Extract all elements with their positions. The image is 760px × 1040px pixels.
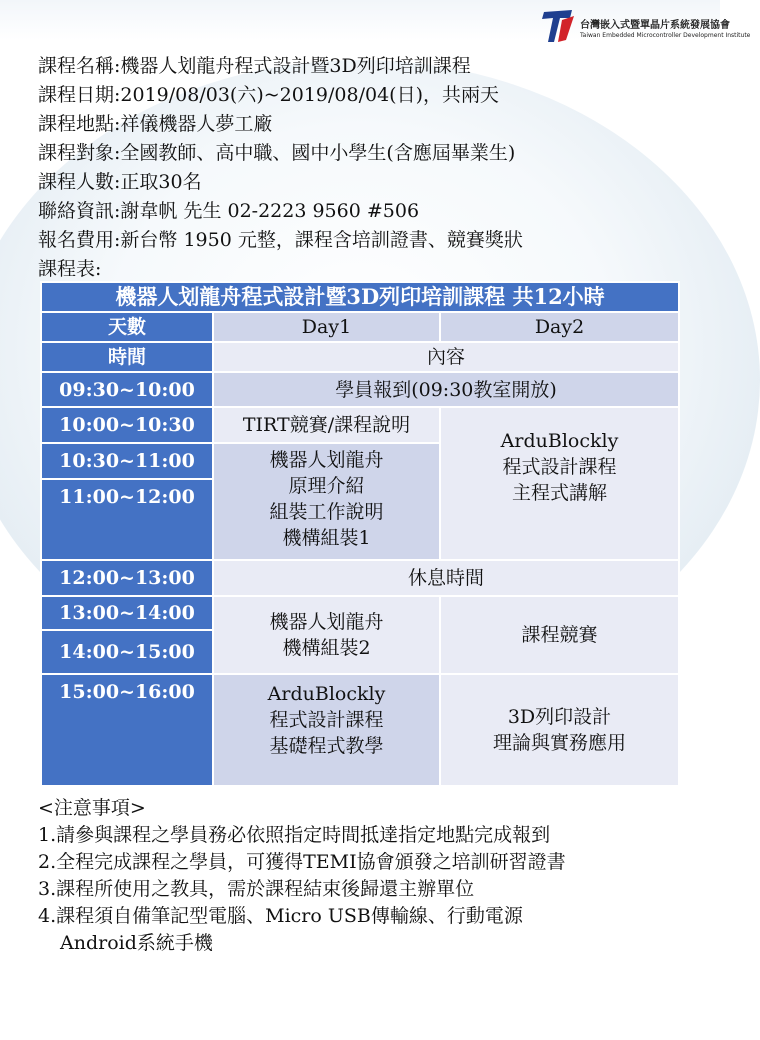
notes-section — [38, 795, 718, 957]
header-day2: Day2 — [440, 312, 679, 342]
d1-late-cell — [213, 674, 440, 786]
registration-cell: 學員報到(09:30教室開放) — [213, 372, 679, 407]
cell-line: ArduBlockly — [267, 683, 386, 705]
logo-name-cn: 台灣嵌入式暨單晶片系統發展協會 — [580, 20, 730, 31]
course-info — [38, 52, 708, 284]
course-audience: 課程對象:全國教師、高中職、國中小學生(含應屆畢業生) — [38, 142, 516, 164]
temi-logo-icon — [540, 6, 576, 46]
cell-line: 機器人划龍舟 — [269, 449, 384, 471]
note-item: 3.課程所使用之教具，需於課程結束後歸還主辦單位 — [38, 878, 475, 900]
logo-name-en: Taiwan Embedded Microcontroller Development Institute — [580, 32, 751, 39]
cell-line: 原理介紹 — [288, 475, 365, 497]
time-slot: 13:00~14:00 — [41, 596, 213, 630]
d1-morning-cell — [213, 443, 440, 560]
header-day-label: 天數 — [41, 312, 213, 342]
course-name: 課程名稱:機器人划龍舟程式設計暨3D列印培訓課程 — [38, 55, 471, 77]
cell-line: 基礎程式教學 — [269, 735, 384, 757]
cell-line: 機器人划龍舟 — [269, 611, 384, 633]
note-item: 4.課程須自備筆記型電腦、Micro USB傳輸線、行動電源 — [38, 905, 523, 927]
time-slot: 10:00~10:30 — [41, 407, 213, 443]
d2-competition-cell: 課程競賽 — [440, 596, 679, 674]
notes-heading: <注意事項> — [38, 797, 146, 819]
schedule-title: 機器人划龍舟程式設計暨3D列印培訓課程 共12小時 — [41, 282, 679, 312]
time-slot: 10:30~11:00 — [41, 443, 213, 479]
cell-line: 程式設計課程 — [502, 456, 617, 478]
course-capacity: 課程人數:正取30名 — [38, 171, 202, 193]
cell-line: 程式設計課程 — [269, 709, 384, 731]
time-slot: 15:00~16:00 — [41, 674, 213, 786]
d1-intro-cell: TIRT競賽/課程說明 — [213, 407, 440, 443]
d2-morning-cell — [440, 407, 679, 560]
time-slot: 14:00~15:00 — [41, 630, 213, 674]
note-item: 1.請參與課程之學員務必依照指定時間抵達指定地點完成報到 — [38, 824, 551, 846]
cell-line: 組裝工作說明 — [269, 501, 384, 523]
course-location: 課程地點:祥儀機器人夢工廠 — [38, 113, 273, 135]
note-item: 2.全程完成課程之學員，可獲得TEMI協會頒發之培訓研習證書 — [38, 851, 566, 873]
cell-line: 3D列印設計 — [507, 706, 612, 728]
course-date: 課程日期:2019/08/03(六)~2019/08/04(日)，共兩天 — [38, 84, 499, 106]
time-slot: 11:00~12:00 — [41, 479, 213, 560]
temi-logo — [540, 6, 751, 46]
cell-line: 機構組裝2 — [282, 637, 371, 659]
course-fee: 報名費用:新台幣 1950 元整，課程含培訓證書、競賽獎狀 — [38, 229, 523, 251]
cell-line: ArduBlockly — [500, 430, 619, 452]
header-day1: Day1 — [213, 312, 440, 342]
header-time-label: 時間 — [41, 342, 213, 372]
lunch-cell: 休息時間 — [213, 560, 679, 596]
cell-line: 理論與實務應用 — [493, 732, 627, 754]
d1-afternoon-cell — [213, 596, 440, 674]
course-contact: 聯絡資訊:謝韋帆 先生 02-2223 9560 #506 — [38, 200, 420, 222]
cell-line: 主程式講解 — [512, 482, 608, 504]
note-item-continuation: Android系統手機 — [60, 932, 213, 954]
cell-line: 機構組裝1 — [282, 527, 371, 549]
time-slot: 12:00~13:00 — [41, 560, 213, 596]
d2-3dprint-cell — [440, 674, 679, 786]
schedule-table — [40, 281, 680, 787]
header-content-label: 內容 — [213, 342, 679, 372]
schedule-label: 課程表: — [38, 258, 102, 280]
time-slot: 09:30~10:00 — [41, 372, 213, 407]
